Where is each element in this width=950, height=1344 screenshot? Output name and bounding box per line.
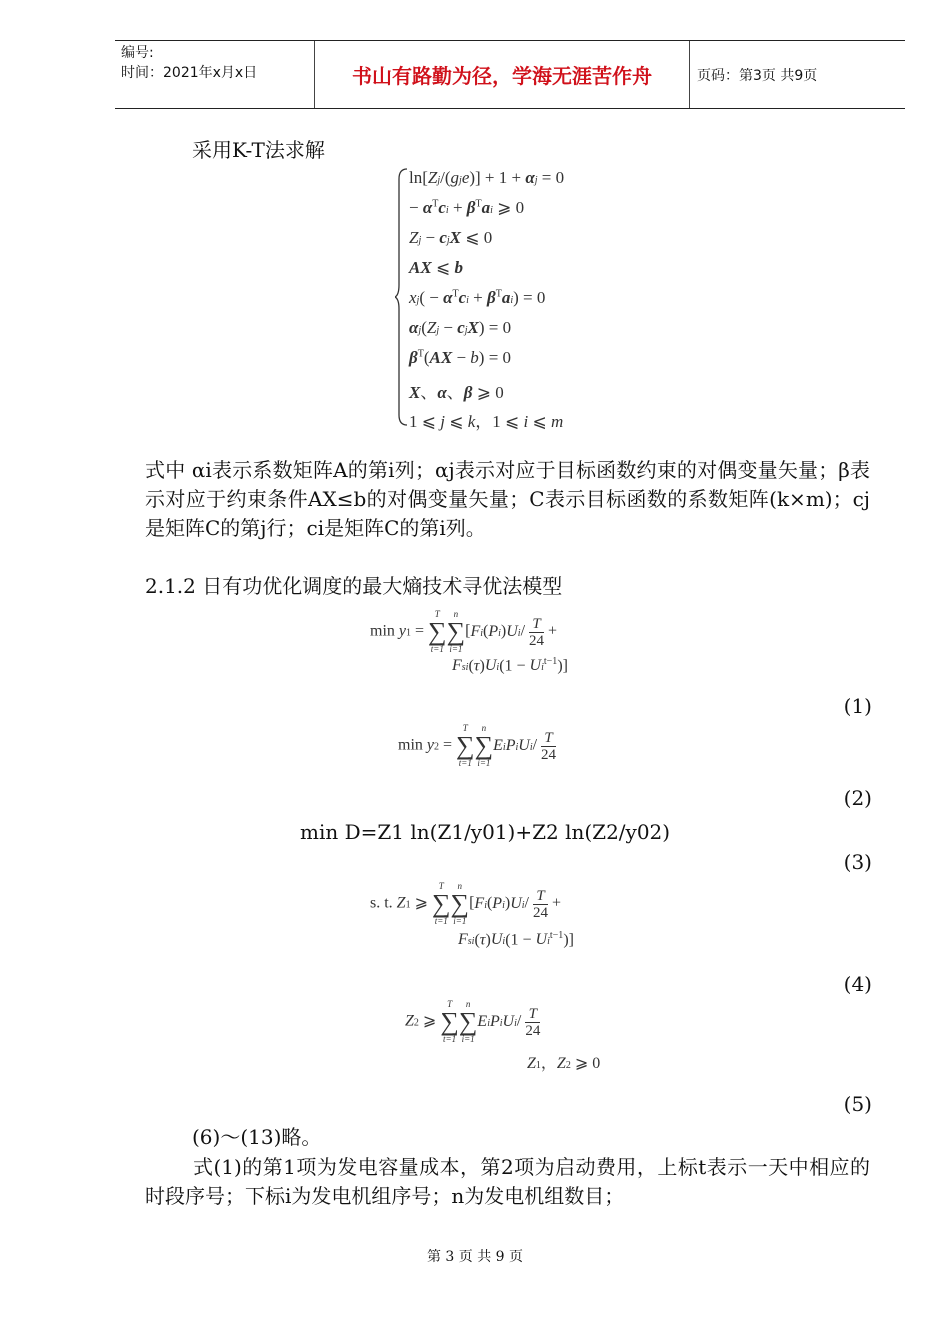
equation-3: min D=Z1 ln(Z1/y01)+Z2 ln(Z2/y02): [300, 820, 671, 844]
kt-line-4: AX ⩽ b: [409, 258, 463, 277]
kt-system-equation: [395, 165, 655, 430]
kt-line-5: $xj( - \alpha^Tci + \beta^Tai) = 0$: [409, 288, 546, 307]
equation-4: s. t. Z1 ⩾ T ∑ t=1 n ∑ i=1 [Fi(Pi)Ui/ $\frac{T}{24}$ + $Fsi(\tau)Ui(1 - Ui^{t-1})$]: [370, 881, 574, 949]
page-header: [115, 40, 905, 109]
number-label: 编号:: [121, 45, 154, 61]
kt-line-1: ln[Zj/(gje)] + 1 + αj = 0: [409, 168, 565, 187]
eq-number-5: (5): [843, 1092, 872, 1116]
header-meta: [115, 41, 315, 108]
kt-intro: 采用K-T法求解: [192, 138, 325, 162]
page-footer: 第 3 页 共 9 页: [426, 1249, 524, 1265]
kt-line-6: αj(Zj − cjX) = 0: [409, 318, 512, 337]
equation-1: min y1 = T ∑ t=1 n ∑ i=1 [Fi(Pi)Ui/ $\frac{T}{24}$ + $Fsi(\tau)Ui(1 - Ui^{t-1})$]: [370, 609, 568, 675]
header-motto: 书山有路勤为径，学海无涯苦作舟: [315, 41, 690, 108]
kt-line-7: $\beta^T(AX - b) = 0$: [409, 348, 512, 367]
definitions-paragraph: 式中 αi表示系数矩阵A的第i列；αj表示对应于目标函数约束的对偶变量矢量；β表示对应于约束条件AX≤b的对偶变量矢量；C表示目标函数的系数矩阵(k×m)；cj是矩阵C的第j行；ci是矩阵C的第i列。: [145, 458, 870, 540]
left-brace: [395, 167, 409, 427]
explanation-paragraph: 式(1)的第1项为发电容量成本，第2项为启动费用，上标t表示一天中相应的时段序号；下标i为发电机组序号；n为发电机组数目；: [145, 1155, 870, 1208]
eq-number-3: (3): [843, 850, 872, 874]
kt-line-9: 1 ⩽ j ⩽ k，1 ⩽ i ⩽ m: [409, 412, 564, 431]
header-page-label: 页码：第3页 共9页: [697, 67, 818, 84]
equation-5: Z2 ⩾ T ∑ t=1 n ∑ i=1 EiPiUi/ $\frac{T}{24}$ Z1，Z2 ⩾ 0: [405, 999, 601, 1072]
time-label: 时间：2021年x月x日: [121, 65, 258, 81]
kt-line-8: X、α、β ⩾ 0: [409, 383, 504, 402]
eq-number-1: (1): [843, 694, 872, 718]
equation-2: min y2 = T ∑ t=1 n ∑ i=1 EiPiUi/ $\frac{T}{24}$: [398, 723, 557, 768]
section-title: 2.1.2 日有功优化调度的最大熵技术寻优法模型: [145, 574, 563, 598]
eq-number-2: (2): [843, 786, 872, 810]
kt-line-2: − $\alpha^Tci + \beta^Tai$ ⩾ 0: [409, 198, 525, 217]
omitted-equations: (6)～(13)略。: [192, 1125, 322, 1149]
kt-line-3: Zj − cjX ⩽ 0: [409, 228, 493, 247]
eq-number-4: (4): [843, 972, 872, 996]
